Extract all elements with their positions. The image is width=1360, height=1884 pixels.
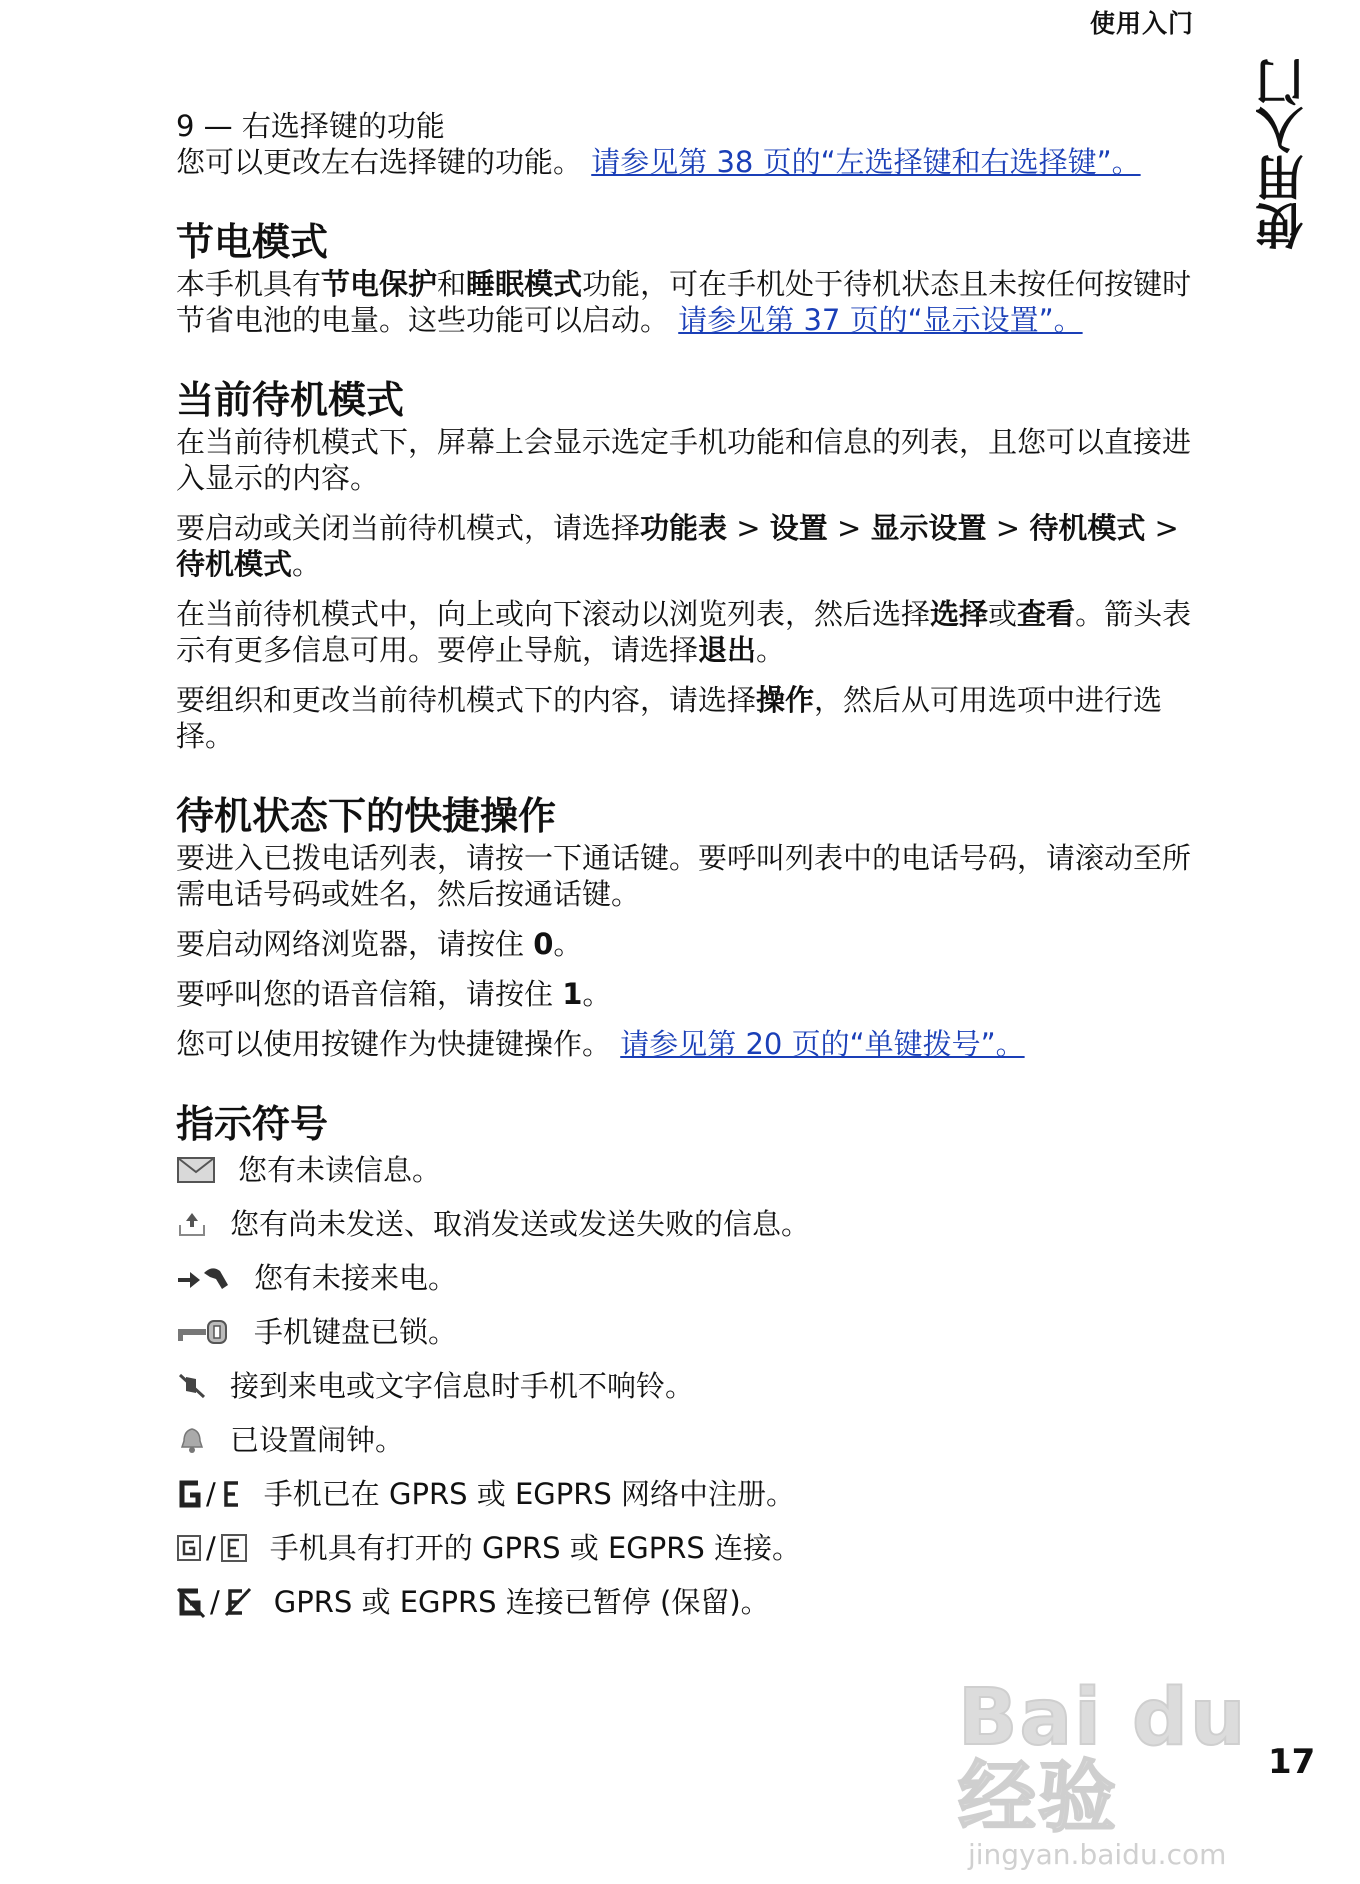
list-item xyxy=(176,1206,1211,1242)
active-standby-p1: 在当前待机模式下，屏幕上会显示选定手机功能和信息的列表，且您可以直接进入显示的内容。 xyxy=(176,425,1192,495)
egprs-suspended-icon xyxy=(224,1585,252,1619)
indicator-text: 您有未读信息。 xyxy=(238,1153,442,1187)
active-standby-heading: 当前待机模式 xyxy=(176,378,405,422)
shortcuts-p2 xyxy=(176,926,1211,962)
active-standby-p2 xyxy=(176,510,1211,582)
p3-mid: 或 xyxy=(988,597,1018,631)
menu-path-4: 待机模式 xyxy=(1029,511,1146,545)
power-save-text-post: 功能，可在手机处于待机状态且未按任何按键时节省电池的电量。这些功能可以启动。 xyxy=(176,267,1192,337)
active-standby-p3 xyxy=(176,596,1211,668)
indicator-text: GPRS 或 EGPRS 连接已暂停 (保留)。 xyxy=(273,1585,770,1619)
power-save-bold1: 节电保护 xyxy=(321,267,438,301)
watermark-url: jingyan.baidu.com xyxy=(968,1838,1227,1871)
p3-bold-exit: 退出 xyxy=(698,633,757,667)
shortcuts-p2-end: 。 xyxy=(553,927,583,961)
shortcuts-p4-text: 您可以使用按键作为快捷键操作。 xyxy=(176,1027,612,1061)
shortcuts-p2-pre: 要启动网络浏览器，请按住 xyxy=(176,927,534,961)
key-0: 0 xyxy=(533,927,554,961)
running-header: 使用入门 xyxy=(1090,9,1195,38)
indicator-list xyxy=(176,1152,1211,1620)
p3-end: 。 xyxy=(756,633,786,667)
menu-path-2: 设置 xyxy=(769,511,828,545)
p2-end: 。 xyxy=(292,547,322,581)
gprs-suspended-icon xyxy=(176,1585,206,1619)
menu-sep-2: > xyxy=(827,511,871,545)
list-item xyxy=(176,1260,1211,1296)
indicator-text: 您有尚未发送、取消发送或发送失败的信息。 xyxy=(230,1207,811,1241)
right-key-title: 9 — 右选择键的功能 xyxy=(176,109,445,143)
p2-pre: 要启动或关闭当前待机模式，请选择 xyxy=(176,511,641,545)
indicator-text: 您有未接来电。 xyxy=(254,1261,458,1295)
power-save-heading: 节电模式 xyxy=(176,220,329,264)
icon-separator: / xyxy=(206,1531,216,1565)
menu-path-1: 功能表 xyxy=(640,511,728,545)
key-1: 1 xyxy=(562,977,583,1011)
egprs-connection-icon xyxy=(220,1531,248,1565)
shortcuts-p4 xyxy=(176,1026,1211,1062)
list-item xyxy=(176,1476,1211,1512)
menu-sep-3: > xyxy=(986,511,1030,545)
silent-icon xyxy=(176,1371,208,1401)
shortcuts-p3-end: 。 xyxy=(582,977,612,1011)
power-save-text-pre: 本手机具有 xyxy=(176,267,322,301)
shortcuts-p1: 要进入已拨电话列表，请按一下通话键。要呼叫列表中的电话号码，请滚动至所需电话号码或姓名，然后按通话键。 xyxy=(176,841,1192,911)
menu-sep-1: > xyxy=(727,511,770,545)
menu-sep-4: > xyxy=(1145,511,1179,545)
missed-call-icon xyxy=(176,1263,232,1293)
p3-bold-view: 查看 xyxy=(1017,597,1076,631)
list-item xyxy=(176,1152,1211,1188)
shortcuts-heading: 待机状态下的快捷操作 xyxy=(176,794,557,838)
p3-mid2: 。箭头表示有更多信息可用。要停止导航，请选择 xyxy=(176,597,1192,667)
active-standby-p4 xyxy=(176,682,1211,754)
key-lock-icon xyxy=(176,1317,232,1347)
right-key-link[interactable]: 请参见第 38 页的“左选择键和右选择键”。 xyxy=(591,145,1141,179)
p4-post: ，然后从可用选项中进行选择。 xyxy=(176,683,1163,753)
list-item xyxy=(176,1368,1211,1404)
list-item xyxy=(176,1530,1211,1566)
side-tab: 使用入门 xyxy=(1256,58,1312,250)
right-key-text: 您可以更改左右选择键的功能。 xyxy=(176,145,583,179)
indicator-text: 已设置闹钟。 xyxy=(230,1423,405,1457)
indicators-heading: 指示符号 xyxy=(176,1102,329,1146)
power-save-paragraph xyxy=(176,266,1211,338)
gprs-registered-icon xyxy=(176,1477,202,1511)
baidu-watermark xyxy=(958,1673,1288,1871)
shortcuts-p3-pre: 要呼叫您的语音信箱，请按住 xyxy=(176,977,563,1011)
page-number: 17 xyxy=(1268,1742,1316,1782)
envelope-icon xyxy=(176,1155,216,1185)
menu-path-3: 显示设置 xyxy=(870,511,987,545)
alarm-icon xyxy=(176,1425,208,1455)
shortcuts-p3 xyxy=(176,976,1211,1012)
menu-path-5: 待机模式 xyxy=(176,547,293,581)
icon-separator: / xyxy=(206,1477,216,1511)
outbox-icon xyxy=(176,1209,208,1239)
indicator-text: 手机具有打开的 GPRS 或 EGPRS 连接。 xyxy=(269,1531,802,1565)
indicator-text: 手机键盘已锁。 xyxy=(254,1315,458,1349)
list-item xyxy=(176,1314,1211,1350)
one-touch-dial-link[interactable]: 请参见第 20 页的“单键拨号”。 xyxy=(620,1027,1025,1061)
p4-pre: 要组织和更改当前待机模式下的内容，请选择 xyxy=(176,683,757,717)
watermark-logo: Bai du 经验 xyxy=(958,1673,1248,1843)
p3-bold-select: 选择 xyxy=(930,597,989,631)
icon-separator: / xyxy=(210,1585,220,1619)
indicator-text: 手机已在 GPRS 或 EGPRS 网络中注册。 xyxy=(263,1477,796,1511)
list-item xyxy=(176,1422,1211,1458)
power-save-bold2: 睡眠模式 xyxy=(466,267,583,301)
power-save-text-mid: 和 xyxy=(437,267,467,301)
p4-bold-options: 操作 xyxy=(756,683,815,717)
gprs-connection-icon xyxy=(176,1531,202,1565)
indicator-text: 接到来电或文字信息时手机不响铃。 xyxy=(230,1369,695,1403)
right-key-paragraph xyxy=(176,144,1211,180)
page-content xyxy=(176,108,1211,1620)
list-item xyxy=(176,1584,1211,1620)
power-save-link[interactable]: 请参见第 37 页的“显示设置”。 xyxy=(678,303,1083,337)
p3-pre: 在当前待机模式中，向上或向下滚动以浏览列表，然后选择 xyxy=(176,597,931,631)
egprs-registered-icon xyxy=(220,1477,242,1511)
